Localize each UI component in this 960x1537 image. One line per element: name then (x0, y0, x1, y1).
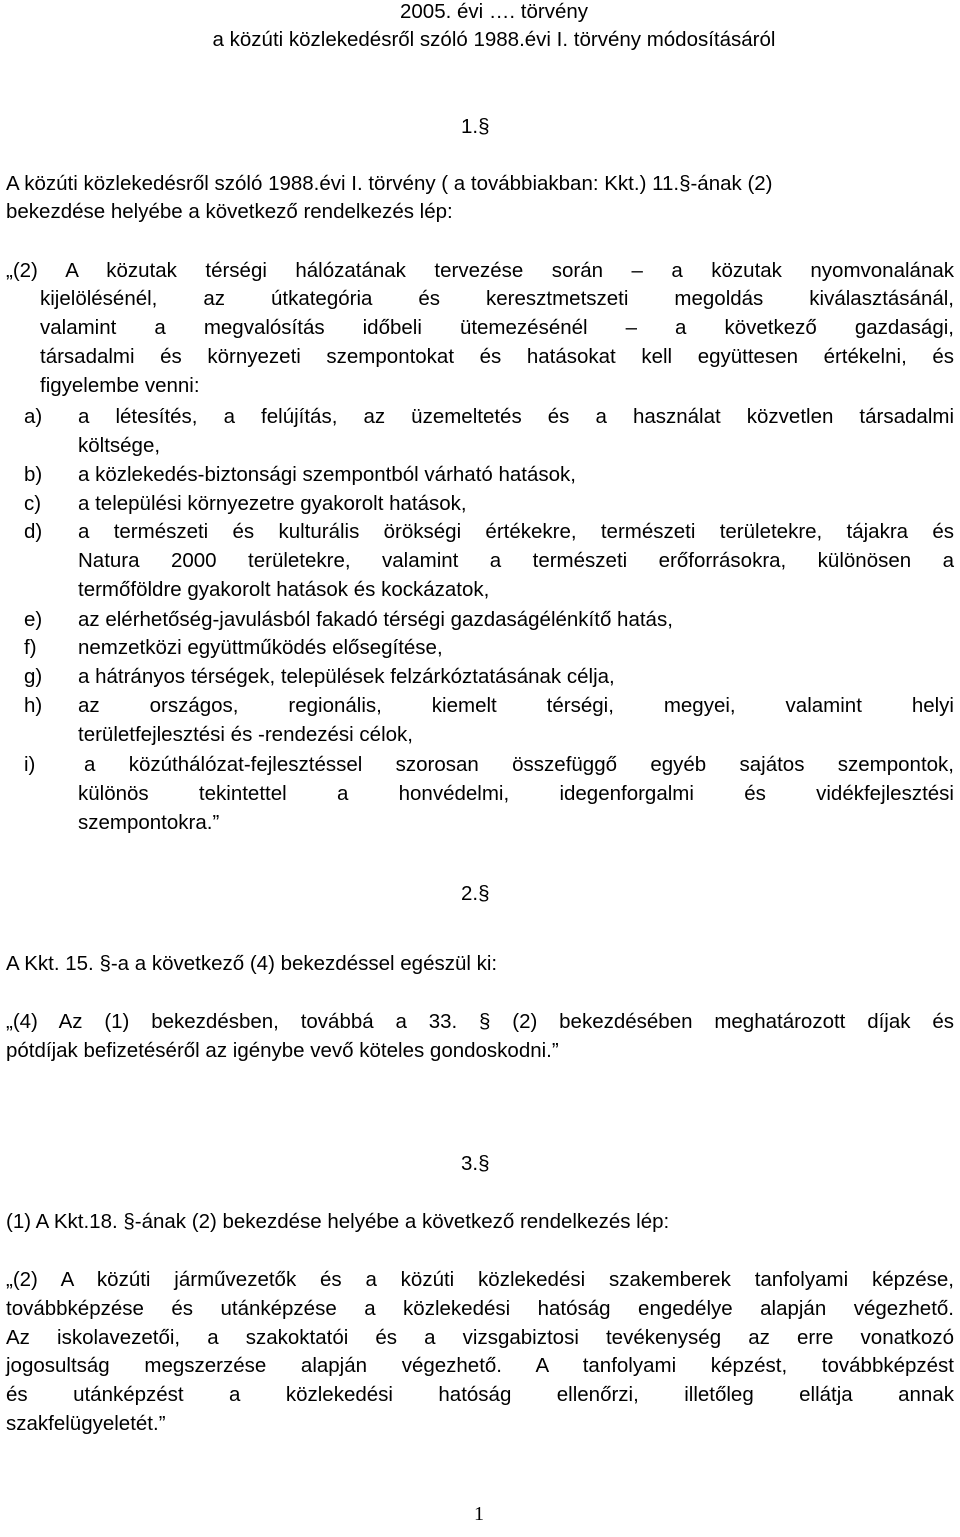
title-line-2: a közúti közlekedésről szóló 1988.évi I. törvény módosításáról (212, 28, 776, 51)
section-1-para-line-2: kijelölésénél, az útkategória és keresztmetszeti megoldás kiválasztásánál, (40, 287, 954, 310)
section-3-intro: (1) A Kkt.18. §-ának (2) bekezdése helyébe a következő rendelkezés lép: (6, 1210, 670, 1233)
section-3-heading: 3.§ (461, 1152, 490, 1175)
list-item-text: különös tekintettel a honvédelmi, idegenforgalmi és vidékfejlesztési (78, 782, 954, 805)
list-item-text: a települési környezetre gyakorolt hatások, (78, 492, 467, 515)
section-2-para-line-1: „(4) Az (1) bekezdésben, továbbá a 33. § (2) bekezdésében meghatározott díjak és (6, 1010, 954, 1033)
list-item-label: a) (24, 405, 43, 428)
list-item-text: költsége, (78, 434, 161, 457)
page-number: 1 (474, 1503, 484, 1525)
list-item-label: i) (24, 753, 36, 776)
section-2-para-line-2: pótdíjak befizetéséről az igénybe vevő köteles gondoskodni.” (6, 1039, 559, 1062)
list-item-text: termőföldre gyakorolt hatások és kockázatok, (78, 578, 490, 601)
list-item-text: a létesítés, a felújítás, az üzemeltetés és a használat közvetlen társadalmi (78, 405, 954, 428)
list-item-label: b) (24, 463, 43, 486)
section-3-para-line-3: Az iskolavezetői, a szakoktatói és a vizsgabiztosi tevékenység az erre vonatkozó (6, 1326, 954, 1349)
section-3-para-line-6: szakfelügyeletét.” (6, 1412, 166, 1435)
list-item-text: a természeti és kulturális örökségi értékekre, természeti területekre, tájakra és (78, 520, 954, 543)
list-item-label: c) (24, 492, 42, 515)
section-1-intro-2: bekezdése helyébe a következő rendelkezés lép: (6, 200, 453, 223)
title-line-1: 2005. évi …. törvény (399, 0, 588, 23)
section-3-para-line-5: és utánképzést a közlekedési hatóság ellenőrzi, illetőleg ellátja annak (6, 1383, 954, 1406)
section-2-intro: A Kkt. 15. §-a a következő (4) bekezdéssel egészül ki: (6, 952, 498, 975)
section-1-para-line-1: „(2) A közutak térségi hálózatának tervezése során – a közutak nyomvonalának (6, 259, 954, 282)
section-1-para-line-5: figyelembe venni: (40, 374, 200, 397)
list-item-text: nemzetközi együttműködés elősegítése, (78, 636, 443, 659)
list-item-label: e) (24, 608, 43, 631)
section-1-para-line-3: valamint a megvalósítás időbeli ütemezésénél – a következő gazdasági, (40, 316, 954, 339)
section-3-para-line-4: jogosultság megszerzése alapján végezhető. A tanfolyami képzést, továbbképzést (6, 1354, 954, 1377)
list-item-label: h) (24, 694, 43, 717)
list-item-label: g) (24, 665, 43, 688)
list-item-label: f) (24, 636, 37, 659)
list-item-text: szempontokra.” (78, 811, 220, 834)
section-1-heading: 1.§ (461, 115, 490, 138)
list-item-text: a közlekedés-biztonsági szempontból várható hatások, (78, 463, 576, 486)
section-2-heading: 2.§ (461, 882, 490, 905)
list-item-text: területfejlesztési és -rendezési célok, (78, 723, 413, 746)
list-item-text: az elérhetőség-javulásból fakadó térségi gazdaságélénkítő hatás, (78, 608, 673, 631)
list-item-text: a közúthálózat-fejlesztéssel szorosan összefüggő egyéb sajátos szempontok, (84, 753, 954, 776)
section-1-para-line-4: társadalmi és környezeti szempontokat és hatásokat kell együttesen értékelni, és (40, 345, 954, 368)
section-3-para-line-1: „(2) A közúti járművezetők és a közúti közlekedési szakemberek tanfolyami képzése, (6, 1268, 954, 1291)
list-item-text: az országos, regionális, kiemelt térségi, megyei, valamint helyi (78, 694, 954, 717)
section-3-para-line-2: továbbképzése és utánképzése a közlekedési hatóság engedélye alapján végezhető. (6, 1297, 954, 1320)
list-item-text: a hátrányos térségek, települések felzárkóztatásának célja, (78, 665, 615, 688)
section-1-intro-1: A közúti közlekedésről szóló 1988.évi I. törvény ( a továbbiakban: Kkt.) 11.§-ának (2) (6, 172, 773, 195)
list-item-label: d) (24, 520, 43, 543)
list-item-text: Natura 2000 területekre, valamint a természeti erőforrásokra, különösen a (78, 549, 954, 572)
